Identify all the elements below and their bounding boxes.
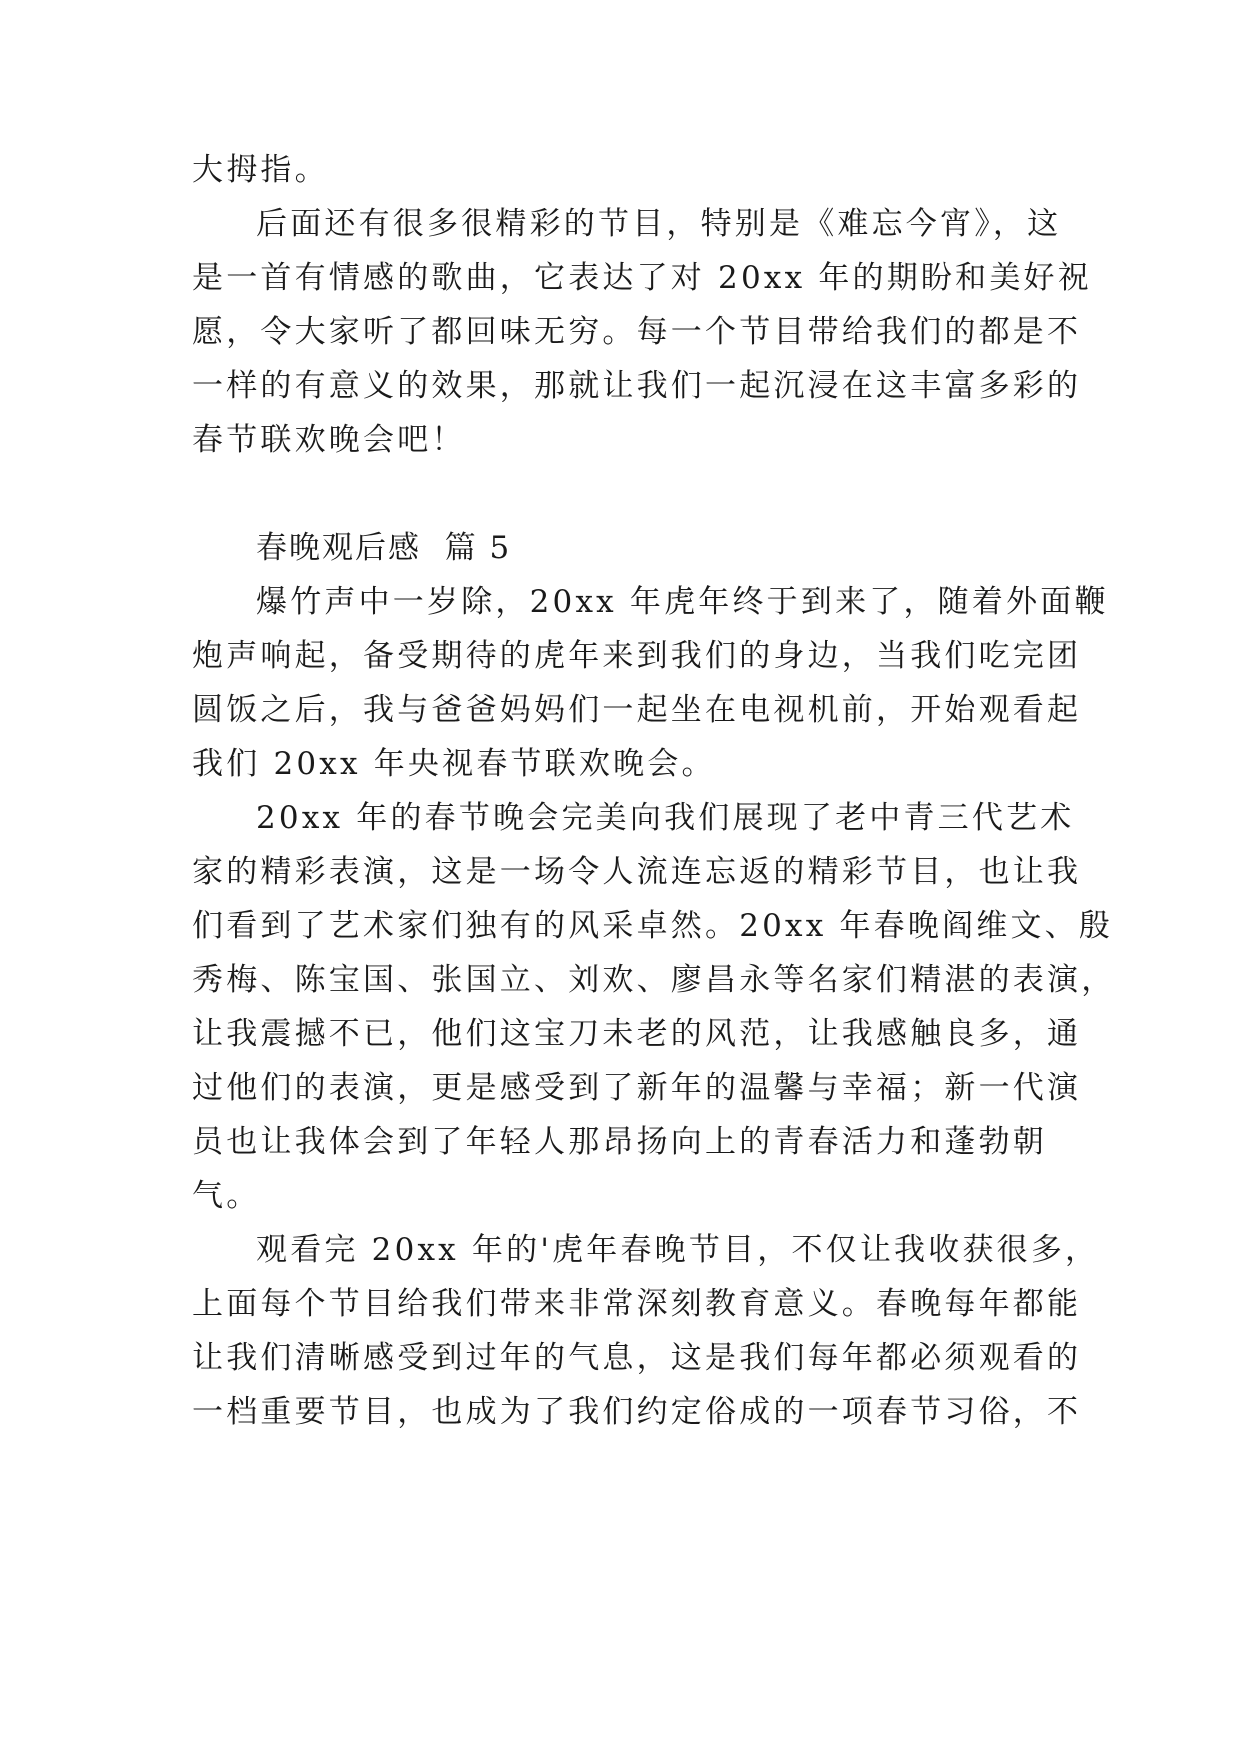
text-line: 愿，令大家听了都回味无穷。每一个节目带给我们的都是不: [192, 314, 1082, 350]
text-line: 一样的有意义的效果，那就让我们一起沉浸在这丰富多彩的: [192, 368, 1082, 404]
text-line: 秀梅、陈宝国、张国立、刘欢、廖昌永等名家们精湛的表演，: [192, 962, 1116, 998]
text-line: 炮声响起，备受期待的虎年来到我们的身边，当我们吃完团: [192, 638, 1082, 674]
text-line: 一档重要节目，也成为了我们约定俗成的一项春节习俗，不: [192, 1394, 1082, 1430]
text-line: 是一首有情感的歌曲，它表达了对 20xx 年的期盼和美好祝: [192, 260, 1092, 296]
text-line: 爆竹声中一岁除，20xx 年虎年终于到来了，随着外面鞭: [256, 584, 1109, 620]
text-line: 气。: [192, 1178, 261, 1214]
text-line: 过他们的表演，更是感受到了新年的温馨与幸福；新一代演: [192, 1070, 1082, 1106]
text-line: 家的精彩表演，这是一场令人流连忘返的精彩节目，也让我: [192, 854, 1082, 890]
text-line: 员也让我体会到了年轻人那昂扬向上的青春活力和蓬勃朝: [192, 1124, 1047, 1160]
text-line: 我们 20xx 年央视春节联欢晚会。: [192, 746, 716, 782]
text-line: 让我们清晰感受到过年的气息，这是我们每年都必须观看的: [192, 1340, 1082, 1376]
section-heading: 春晚观后感 篇 5: [256, 530, 512, 566]
text-line: 让我震撼不已，他们这宝刀未老的风范，让我感触良多，通: [192, 1016, 1082, 1052]
text-line: 圆饭之后，我与爸爸妈妈们一起坐在电视机前，开始观看起: [192, 692, 1082, 728]
text-line: 大拇指。: [192, 152, 329, 188]
text-line: 观看完 20xx 年的'虎年春晚节目，不仅让我收获很多，: [256, 1232, 1100, 1268]
text-line: 20xx 年的春节晚会完美向我们展现了老中青三代艺术: [256, 800, 1075, 836]
text-line: 上面每个节目给我们带来非常深刻教育意义。春晚每年都能: [192, 1286, 1082, 1322]
text-line: 们看到了艺术家们独有的风采卓然。20xx 年春晚阎维文、殷: [192, 908, 1114, 944]
text-line: 后面还有很多很精彩的节目，特别是《难忘今宵》，这: [256, 206, 1062, 242]
text-line: 春节联欢晚会吧！: [192, 422, 466, 458]
